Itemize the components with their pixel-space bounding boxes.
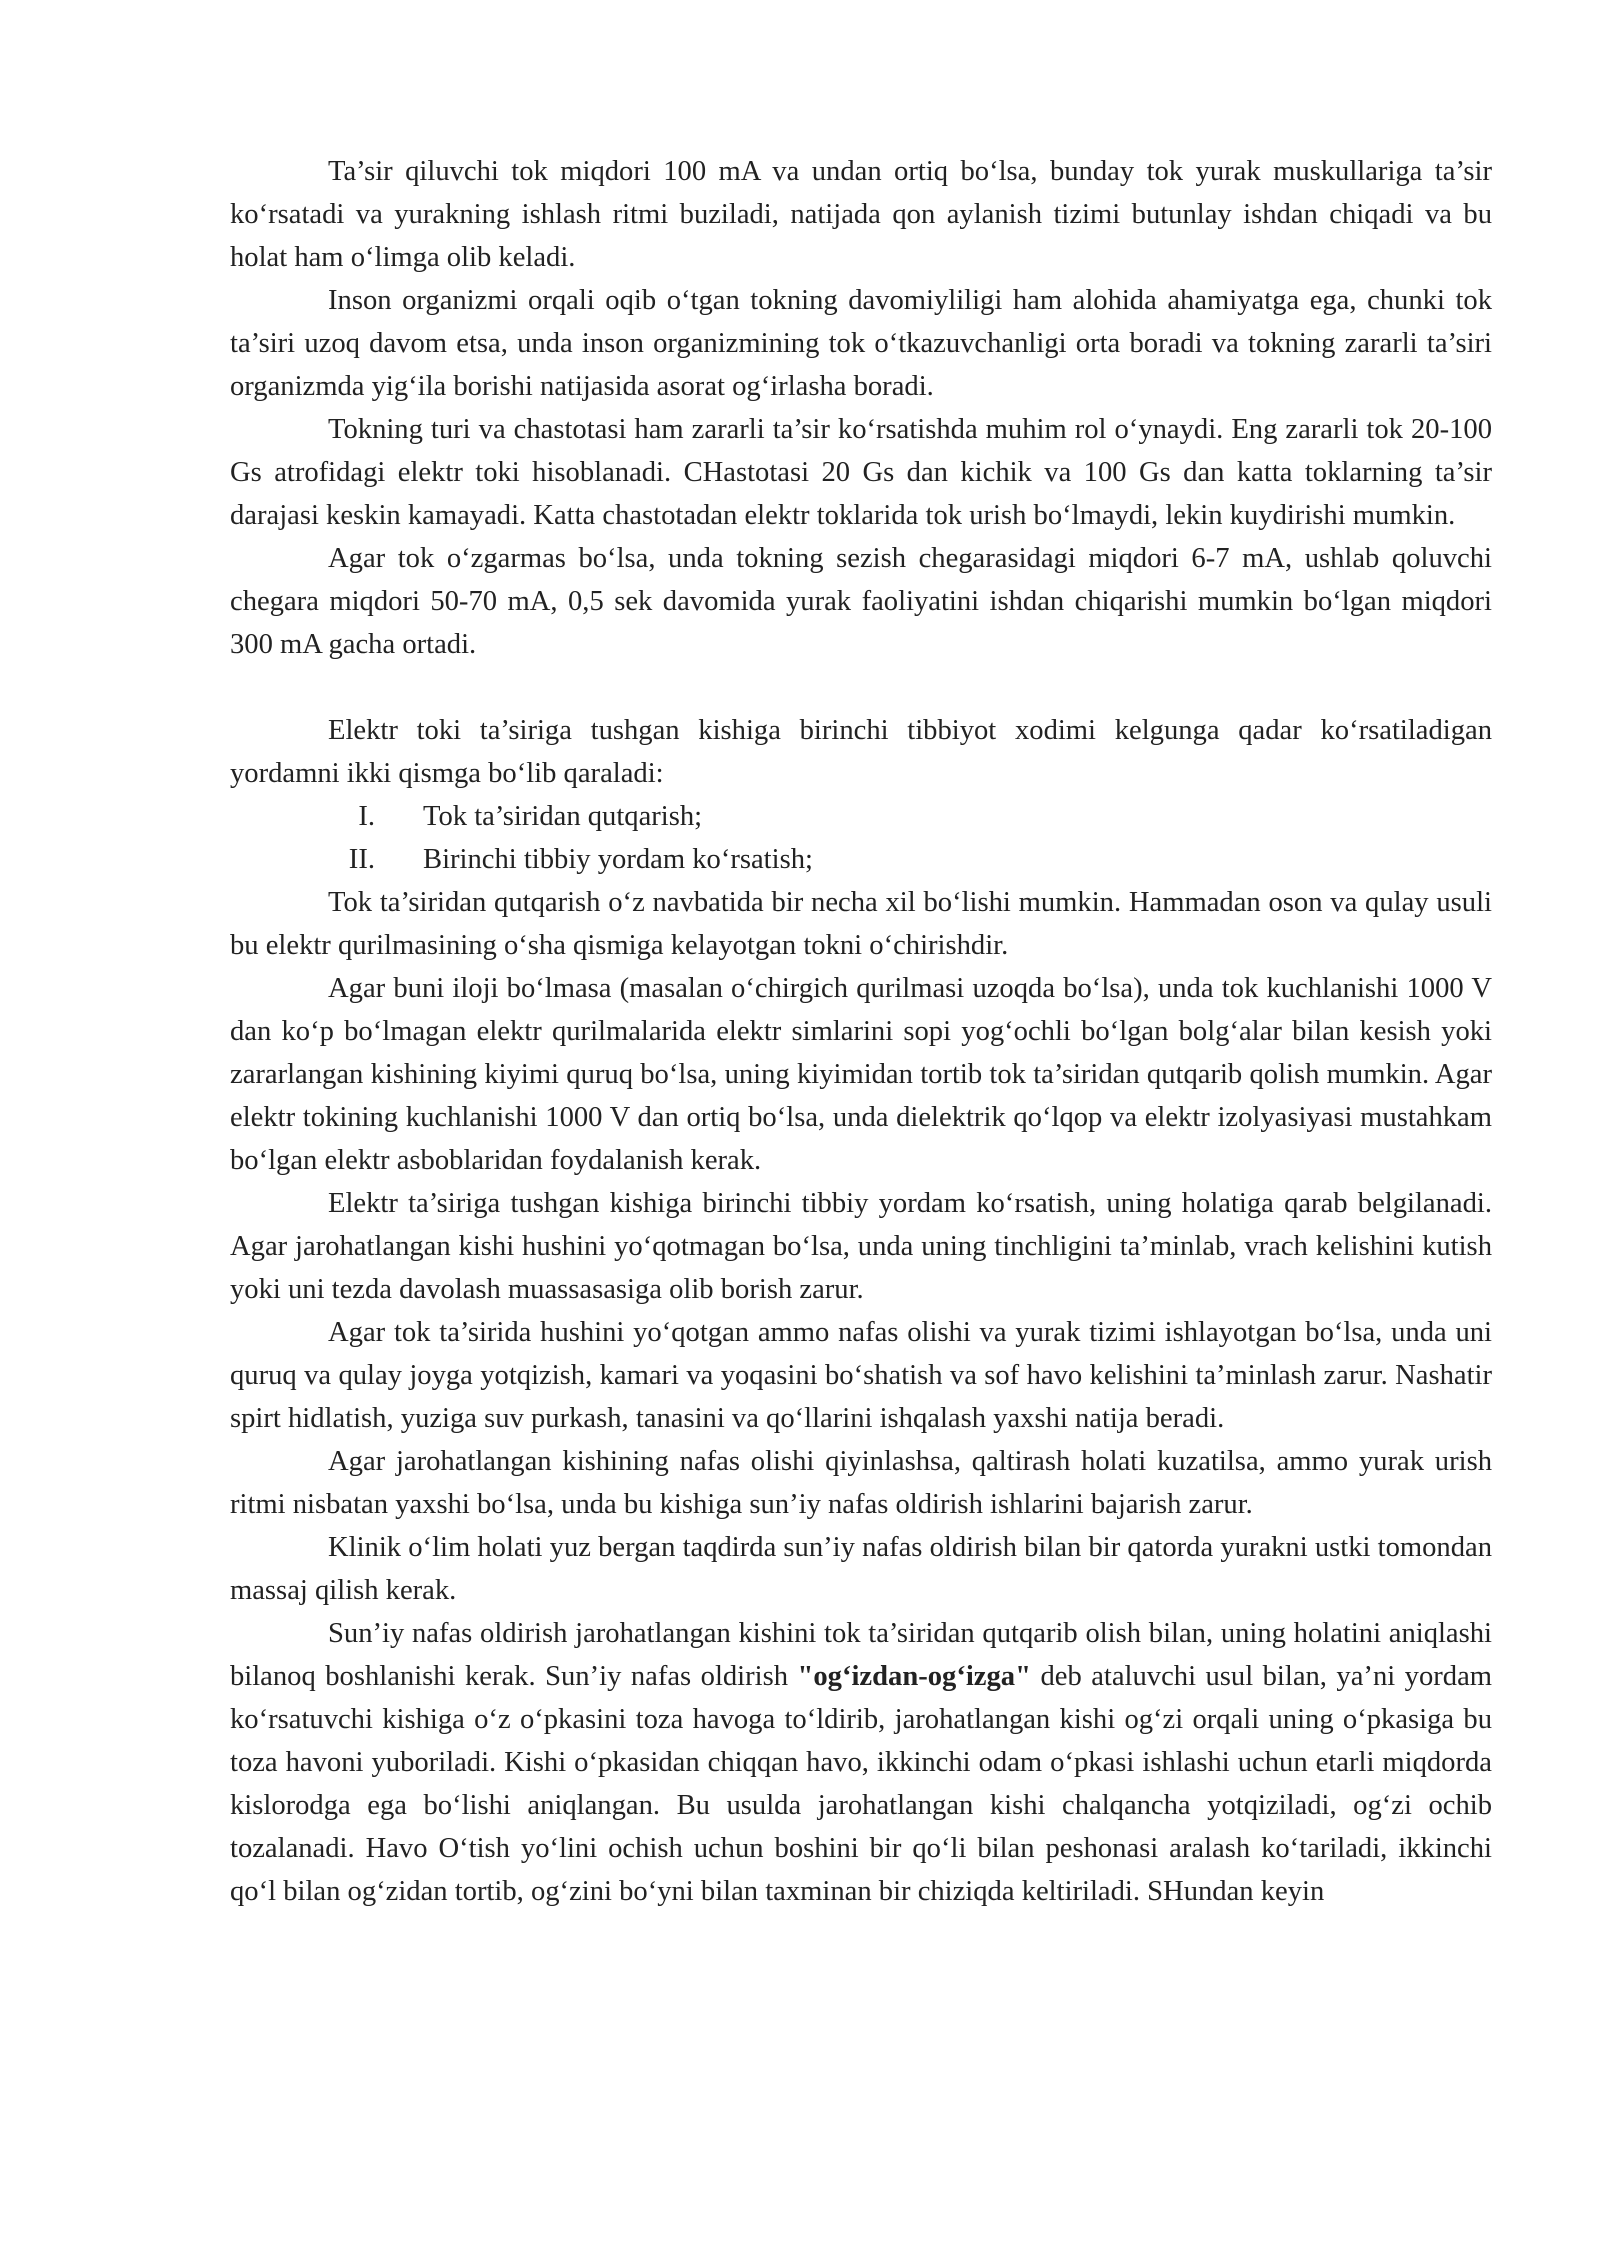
paragraph-text: Sun’iy nafas oldirish jarohatlangan kishini tok ta’siridan qutqarib olish bilan, uning holatini aniqlashi bilanoq boshlanishi kerak. Sun’iy nafas oldirish: [230, 1618, 1492, 1692]
paragraph: Tokning turi va chastotasi ham zararli ta’sir ko‘rsatishda muhim rol o‘ynaydi. Eng zararli tok 20-100 Gs atrofidagi elektr toki hisoblanadi. CHastotasi 20 Gs dan kichik va 100 Gs dan katta toklarning ta’sir darajasi keskin kamayadi. Katta chastotadan elektr toklarida tok urish bo‘lmaydi, lekin kuydirishi mumkin.: [230, 414, 1492, 531]
paragraph-spacer: [230, 666, 1492, 709]
paragraph: Tok ta’siridan qutqarish o‘z navbatida bir necha xil bo‘lishi mumkin. Hammadan oson va qulay usuli bu elektr qurilmasining o‘sha qismiga kelayotgan tokni o‘chirishdir.: [230, 887, 1492, 961]
last-paragraph: [230, 1612, 1492, 1913]
list-item: [230, 795, 1492, 838]
numbered-list: [230, 795, 1492, 881]
paragraph-text: deb ataluvchi usul bilan, ya’ni yordam ko‘rsatuvchi kishiga o‘z o‘pkasini toza havoga to‘ldirib, jarohatlangan kishi og‘zi orqali uning o‘pkasiga bu toza havoni yuboriladi. Kishi o‘pkasidan chiqqan havo, ikkinchi odam o‘pkasi ishlashi uchun etarli miqdorda kislorodga ega bo‘lishi aniqlangan. Bu usulda jarohatlangan kishi chalqancha yotqiziladi, og‘zi ochib tozalanadi. Havo O‘tish yo‘lini ochish uchun boshini bir qo‘li bilan peshonasi aralash ko‘tariladi, ikkinchi qo‘l bilan og‘zidan tortib, og‘zini bo‘yni bilan taxminan bir chiziqda keltiriladi. SHundan keyin: [230, 1661, 1493, 1907]
list-item-text: Birinchi tibbiy yordam ko‘rsatish;: [423, 844, 813, 875]
paragraph: Klinik o‘lim holati yuz bergan taqdirda sun’iy nafas oldirish bilan bir qatorda yurakni ustki tomondan massaj qilish kerak.: [230, 1532, 1492, 1606]
paragraph: Agar tok o‘zgarmas bo‘lsa, unda tokning sezish chegarasidagi miqdori 6-7 mA, ushlab qoluvchi chegara miqdori 50-70 mA, 0,5 sek davomida yurak faoliyatini ishdan chiqarishi mumkin bo‘lgan miqdori 300 mA gacha ortadi.: [230, 543, 1492, 660]
list-item-text: Tok ta’siridan qutqarish;: [423, 801, 703, 832]
document-page: [230, 150, 1492, 1913]
list-item-number: I.: [358, 801, 375, 832]
paragraph: Agar jarohatlangan kishining nafas olishi qiyinlashsa, qaltirash holati kuzatilsa, ammo yurak urish ritmi nisbatan yaxshi bo‘lsa, unda bu kishiga sun’iy nafas oldirish ishlarini bajarish zarur.: [230, 1446, 1492, 1520]
intro-paragraph: Elektr toki ta’siriga tushgan kishiga birinchi tibbiyot xodimi kelgunga qadar ko‘rsatiladigan yordamni ikki qismga bo‘lib qaraladi:: [230, 715, 1492, 789]
paragraph: Agar buni iloji bo‘lmasa (masalan o‘chirgich qurilmasi uzoqda bo‘lsa), unda tok kuchlanishi 1000 V dan ko‘p bo‘lmagan elektr qurilmalarida elektr simlarini sopi yog‘ochli bo‘lgan bolg‘alar bilan kesish yoki zararlangan kishining kiyimi quruq bo‘lsa, uning kiyimidan tortib tok ta’siridan qutqarib qolish mumkin. Agar elektr tokining kuchlanishi 1000 V dan ortiq bo‘lsa, unda dielektrik qo‘lqop va elektr izolyasiyasi mustahkam bo‘lgan elektr asboblaridan foydalanish kerak.: [230, 973, 1492, 1176]
paragraph: Agar tok ta’sirida hushini yo‘qotgan ammo nafas olishi va yurak tizimi ishlayotgan bo‘lsa, unda uni quruq va qulay joyga yotqizish, kamari va yoqasini bo‘shatish va sof havo kelishini ta’minlash zarur. Nashatir spirt hidlatish, yuziga suv purkash, tanasini va qo‘llarini ishqalash yaxshi natija beradi.: [230, 1317, 1492, 1434]
paragraph: Elektr ta’siriga tushgan kishiga birinchi tibbiy yordam ko‘rsatish, uning holatiga qarab belgilanadi. Agar jarohatlangan kishi hushini yo‘qotmagan bo‘lsa, unda uning tinchligini ta’minlab, vrach kelishini kutish yoki uni tezda davolash muassasasiga olib borish zarur.: [230, 1188, 1492, 1305]
method-name-bold: "og‘izdan-og‘izga": [797, 1661, 1031, 1692]
paragraph: Inson organizmi orqali oqib o‘tgan tokning davomiyliligi ham alohida ahamiyatga ega, chunki tok ta’siri uzoq davom etsa, unda inson organizmining tok o‘tkazuvchanligi orta boradi va tokning zararli ta’siri organizmda yig‘ila borishi natijasida asorat og‘irlasha boradi.: [230, 285, 1492, 402]
paragraph: Ta’sir qiluvchi tok miqdori 100 mA va undan ortiq bo‘lsa, bunday tok yurak muskullariga ta’sir ko‘rsatadi va yurakning ishlash ritmi buziladi, natijada qon aylanish tizimi butunlay ishdan chiqadi va bu holat ham o‘limga olib keladi.: [230, 156, 1492, 273]
list-item-number: II.: [348, 844, 375, 875]
list-item: [230, 838, 1492, 881]
